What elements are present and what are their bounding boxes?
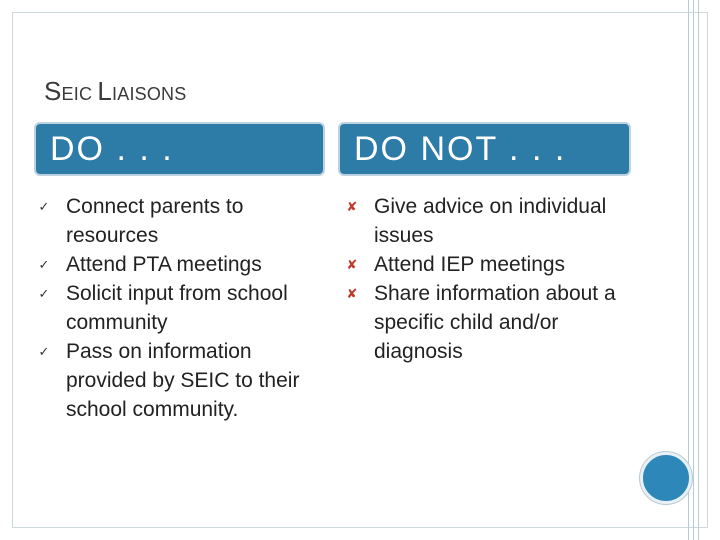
checkmark-icon: ✓ <box>38 286 50 301</box>
do-list-item <box>36 192 336 250</box>
do-not-list-item <box>344 192 616 250</box>
do-item-text: Solicit input from school community <box>66 282 288 334</box>
do-not-item-text: Share information about a specific child and/or diagnosis <box>374 282 616 363</box>
decorative-line <box>688 0 689 540</box>
do-list <box>36 192 336 424</box>
do-list-item <box>36 337 336 424</box>
cross-icon: ✘ <box>346 286 358 301</box>
do-list-item <box>36 250 336 279</box>
do-not-list-item <box>344 250 616 279</box>
checkmark-icon: ✓ <box>38 199 50 214</box>
checkmark-icon: ✓ <box>38 344 50 359</box>
do-item-text: Connect parents to resources <box>66 195 244 247</box>
do-not-item-text: Give advice on individual issues <box>374 195 607 247</box>
decorative-circle <box>640 452 692 504</box>
do-header: DO . . . <box>34 122 325 176</box>
do-item-text: Attend PTA meetings <box>66 253 262 276</box>
checkmark-icon: ✓ <box>38 257 50 272</box>
cross-icon: ✘ <box>346 199 358 214</box>
slide-title: SEIC LIAISONS <box>44 76 187 106</box>
do-not-list <box>344 192 616 366</box>
decorative-line <box>698 0 699 540</box>
decorative-line <box>693 0 694 540</box>
do-list-item <box>36 279 336 337</box>
do-not-item-text: Attend IEP meetings <box>374 253 566 276</box>
do-not-list-item <box>344 279 616 366</box>
cross-icon: ✘ <box>346 257 358 272</box>
do-item-text: Pass on information provided by SEIC to their school community. <box>66 340 300 421</box>
do-not-header: DO NOT . . . <box>338 122 631 176</box>
